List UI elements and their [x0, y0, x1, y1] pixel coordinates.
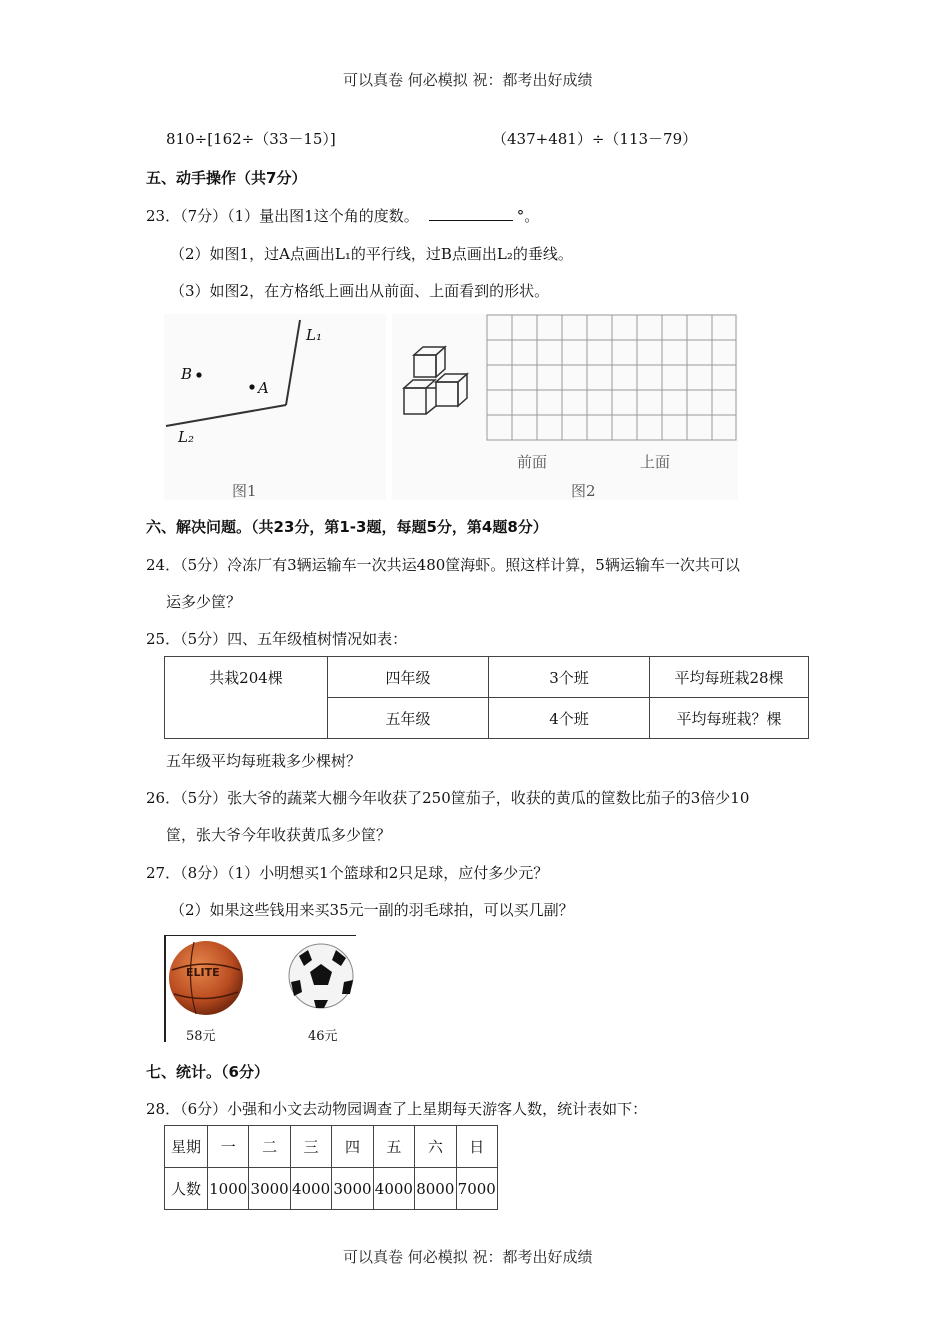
line-l1 — [286, 320, 300, 405]
table-header-day: 六 — [415, 1126, 456, 1168]
figure-1 — [164, 314, 386, 500]
label-l1: L₁ — [306, 326, 322, 344]
q25-table — [164, 656, 809, 739]
table-header-label: 星期 — [165, 1126, 208, 1168]
q28-line-1: 28．（6分）小强和小文去动物园调查了上星期每天游客人数，统计表如下： — [146, 1100, 648, 1118]
q23-line-1-suffix: °。 — [516, 207, 540, 225]
table-header-day: 一 — [208, 1126, 249, 1168]
table-value: 3000 — [249, 1168, 290, 1210]
basketball-brand: ELITE — [186, 966, 220, 979]
balls-image — [164, 935, 356, 1042]
page-header: 可以真卷 何必模拟 祝：都考出好成绩 — [343, 71, 593, 89]
q23-line-2: （2）如图1，过A点画出L₁的平行线，过B点画出L₂的垂线。 — [170, 245, 573, 263]
section-6-title: 六、解决问题。（共23分，第1-3题，每题5分，第4题8分） — [146, 518, 548, 536]
section-7-title: 七、统计。（6分） — [146, 1063, 269, 1081]
table-header-day: 五 — [373, 1126, 414, 1168]
q25-total-cell: 共栽204棵 — [165, 657, 328, 739]
figure-2 — [392, 314, 738, 500]
table-value: 8000 — [415, 1168, 456, 1210]
q27-line-1: 27．（8分）（1）小明想买1个篮球和2只足球，应付多少元？ — [146, 864, 549, 882]
label-top: 上面 — [640, 453, 671, 471]
table-cell: 平均每班栽？棵 — [650, 698, 809, 739]
figure-2-drawing — [392, 314, 738, 500]
football-price: 46元 — [308, 1029, 338, 1044]
table-header-day: 三 — [290, 1126, 331, 1168]
label-b: B — [181, 365, 193, 383]
table-value: 7000 — [456, 1168, 497, 1210]
q25-question: 五年级平均每班栽多少棵树？ — [166, 752, 362, 770]
q24-line-2: 运多少筐？ — [166, 593, 242, 611]
point-b — [196, 372, 201, 377]
q23-line-1 — [146, 205, 539, 226]
figure-2-caption: 图2 — [571, 482, 596, 500]
answer-blank[interactable] — [429, 206, 513, 221]
page-footer: 可以真卷 何必模拟 祝：都考出好成绩 — [343, 1248, 593, 1266]
table-cell: 4个班 — [489, 698, 650, 739]
table-header-day: 二 — [249, 1126, 290, 1168]
table-cell: 平均每班栽28棵 — [650, 657, 809, 698]
table-value: 4000 — [373, 1168, 414, 1210]
table-header-day: 四 — [332, 1126, 373, 1168]
q26-line-1: 26．（5分）张大爷的蔬菜大棚今年收获了250筐茄子，收获的黄瓜的筐数比茄子的3倍少10 — [146, 789, 750, 807]
q23-line-3: （3）如图2，在方格纸上画出从前面、上面看到的形状。 — [170, 282, 550, 300]
q24-line-1: 24．（5分）冷冻厂有3辆运输车一次共运480筐海虾。照这样计算，5辆运输车一次共可以 — [146, 556, 740, 574]
table-value: 1000 — [208, 1168, 249, 1210]
table-value: 3000 — [332, 1168, 373, 1210]
line-l2 — [166, 405, 286, 426]
table-value: 4000 — [290, 1168, 331, 1210]
q26-line-2: 筐，张大爷今年收获黄瓜多少筐？ — [166, 826, 392, 844]
table-cell: 四年级 — [328, 657, 489, 698]
label-l2: L₂ — [178, 428, 194, 446]
calc-expression-2: （437+481）÷（113－79） — [492, 130, 698, 148]
table-cell: 3个班 — [489, 657, 650, 698]
q23-line-1-text: 23．（7分）（1）量出图1这个角的度数。 — [146, 207, 419, 225]
table-cell: 五年级 — [328, 698, 489, 739]
cube-stack — [404, 347, 467, 414]
square-grid — [487, 315, 736, 440]
table-header-day: 日 — [456, 1126, 497, 1168]
figure-1-caption: 图1 — [232, 482, 257, 500]
label-a: A — [258, 379, 269, 397]
calc-expression-1: 810÷[162÷（33－15）] — [166, 130, 336, 148]
section-5-title: 五、动手操作（共7分） — [146, 169, 307, 187]
q25-line-1: 25．（5分）四、五年级植树情况如表： — [146, 630, 408, 648]
table-row-label: 人数 — [165, 1168, 208, 1210]
q27-line-2: （2）如果这些钱用来买35元一副的羽毛球拍，可以买几副？ — [170, 901, 574, 919]
label-front: 前面 — [517, 453, 548, 471]
visitor-table — [164, 1125, 498, 1210]
point-a — [249, 384, 254, 389]
football-icon — [289, 944, 353, 1008]
basketball-price: 58元 — [186, 1029, 216, 1044]
figure-1-drawing — [164, 314, 386, 500]
